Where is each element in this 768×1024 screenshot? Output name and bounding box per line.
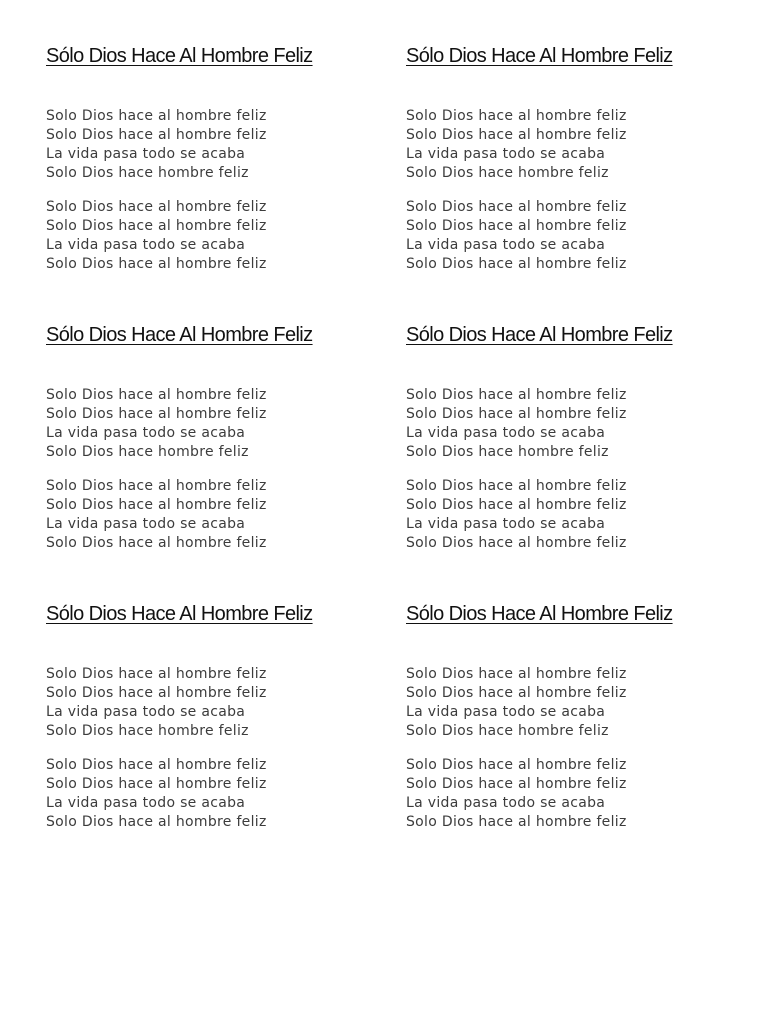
lyric-line: Solo Dios hace al hombre feliz (406, 478, 627, 494)
lyric-line: Solo Dios hace al hombre feliz (46, 218, 267, 234)
stanza (46, 198, 406, 274)
lyric-line: Solo Dios hace al hombre feliz (46, 535, 267, 551)
lyric-line: La vida pasa todo se acaba (46, 425, 246, 441)
lyric-line: La vida pasa todo se acaba (406, 516, 606, 532)
lyric-line: Solo Dios hace hombre feliz (46, 723, 249, 739)
lyric-line: Solo Dios hace hombre feliz (406, 165, 609, 181)
lyric-line: Solo Dios hace al hombre feliz (46, 776, 267, 792)
lyric-line: Solo Dios hace al hombre feliz (406, 814, 627, 830)
stanza (46, 665, 406, 741)
lyric-line: Solo Dios hace al hombre feliz (406, 776, 627, 792)
lyric-line: La vida pasa todo se acaba (46, 795, 246, 811)
lyric-line: Solo Dios hace al hombre feliz (406, 406, 627, 422)
lyric-line: La vida pasa todo se acaba (406, 704, 606, 720)
lyric-line: Solo Dios hace al hombre feliz (46, 757, 267, 773)
song-title: Sólo Dios Hace Al Hombre Feliz (46, 603, 313, 625)
lyric-line: La vida pasa todo se acaba (406, 237, 606, 253)
lyric-line: Solo Dios hace al hombre feliz (46, 666, 267, 682)
lyrics-card (46, 321, 406, 600)
lyric-line: Solo Dios hace al hombre feliz (406, 757, 627, 773)
lyric-line: Solo Dios hace al hombre feliz (406, 218, 627, 234)
lyric-line: Solo Dios hace al hombre feliz (46, 387, 267, 403)
lyrics-card (406, 42, 746, 321)
lyrics-card (406, 600, 746, 879)
lyric-line: Solo Dios hace al hombre feliz (406, 199, 627, 215)
song-title: Sólo Dios Hace Al Hombre Feliz (406, 603, 673, 625)
lyric-line: La vida pasa todo se acaba (46, 516, 246, 532)
lyric-line: Solo Dios hace al hombre feliz (46, 406, 267, 422)
lyric-line: La vida pasa todo se acaba (406, 795, 606, 811)
song-title: Sólo Dios Hace Al Hombre Feliz (406, 45, 673, 67)
lyric-line: Solo Dios hace al hombre feliz (46, 685, 267, 701)
lyrics-card (406, 321, 746, 600)
stanza (406, 756, 746, 832)
lyric-line: Solo Dios hace al hombre feliz (46, 814, 267, 830)
lyric-line: Solo Dios hace al hombre feliz (46, 497, 267, 513)
stanza (406, 107, 746, 183)
song-title: Sólo Dios Hace Al Hombre Feliz (46, 45, 313, 67)
lyric-line: Solo Dios hace al hombre feliz (406, 685, 627, 701)
stanza (406, 477, 746, 553)
lyric-line: Solo Dios hace al hombre feliz (46, 199, 267, 215)
lyric-line: Solo Dios hace al hombre feliz (406, 127, 627, 143)
lyric-line: Solo Dios hace al hombre feliz (406, 666, 627, 682)
lyrics-grid (46, 42, 746, 879)
stanza (46, 477, 406, 553)
lyric-line: Solo Dios hace hombre feliz (406, 444, 609, 460)
lyric-line: La vida pasa todo se acaba (406, 146, 606, 162)
stanza (406, 665, 746, 741)
lyric-line: Solo Dios hace hombre feliz (46, 444, 249, 460)
lyric-line: Solo Dios hace al hombre feliz (406, 535, 627, 551)
lyric-line: Solo Dios hace al hombre feliz (46, 478, 267, 494)
lyric-line: Solo Dios hace al hombre feliz (46, 256, 267, 272)
lyric-line: La vida pasa todo se acaba (46, 704, 246, 720)
stanza (46, 386, 406, 462)
lyric-line: La vida pasa todo se acaba (406, 425, 606, 441)
stanza (406, 198, 746, 274)
lyric-line: Solo Dios hace al hombre feliz (406, 387, 627, 403)
lyric-line: Solo Dios hace al hombre feliz (406, 497, 627, 513)
lyric-line: Solo Dios hace al hombre feliz (46, 108, 267, 124)
lyric-line: Solo Dios hace al hombre feliz (406, 256, 627, 272)
lyric-line: Solo Dios hace al hombre feliz (406, 108, 627, 124)
lyric-line: Solo Dios hace al hombre feliz (46, 127, 267, 143)
stanza (406, 386, 746, 462)
lyric-line: La vida pasa todo se acaba (46, 237, 246, 253)
lyric-line: La vida pasa todo se acaba (46, 146, 246, 162)
lyrics-card (46, 42, 406, 321)
lyric-line: Solo Dios hace hombre feliz (46, 165, 249, 181)
stanza (46, 756, 406, 832)
lyrics-card (46, 600, 406, 879)
stanza (46, 107, 406, 183)
lyric-line: Solo Dios hace hombre feliz (406, 723, 609, 739)
song-title: Sólo Dios Hace Al Hombre Feliz (406, 324, 673, 346)
song-title: Sólo Dios Hace Al Hombre Feliz (46, 324, 313, 346)
